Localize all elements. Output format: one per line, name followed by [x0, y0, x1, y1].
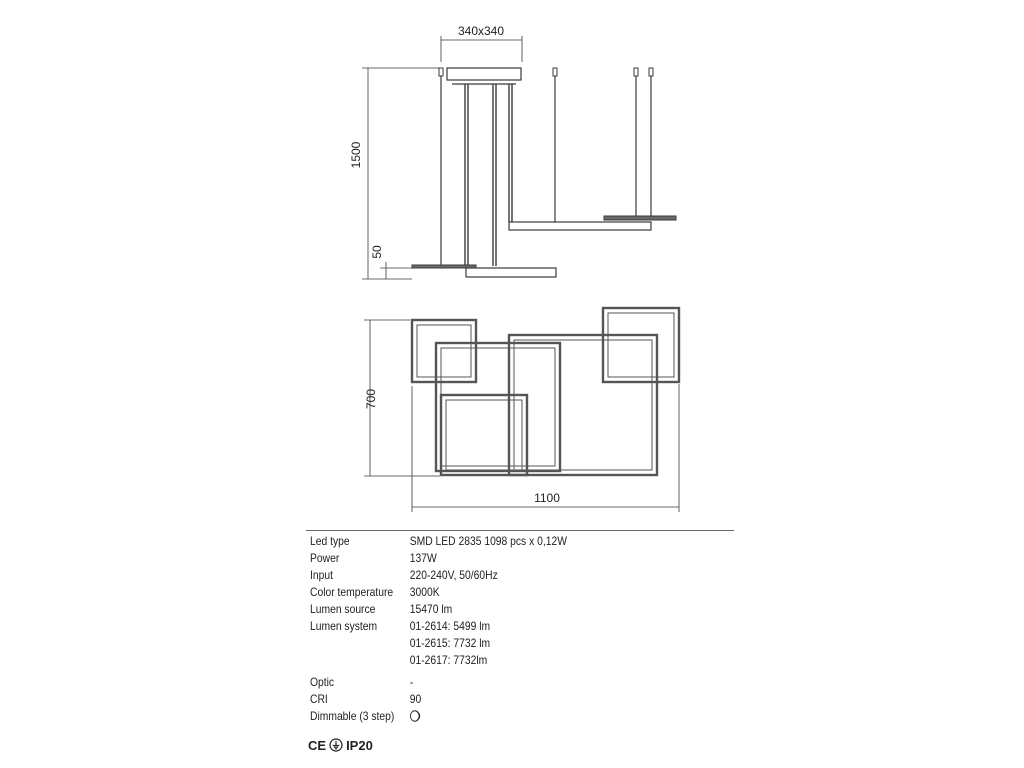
upper-frame-bar [509, 222, 651, 230]
side-elevation [362, 36, 676, 279]
spec-row-dimmable [310, 708, 671, 725]
spec-label: Lumen system [310, 619, 378, 633]
spec-row-lumen-source [310, 601, 671, 618]
spec-value: 01-2617: 7732lm [409, 653, 488, 667]
canopy-plate [447, 68, 521, 80]
suspension-wires [441, 76, 651, 266]
spec-divider [306, 530, 734, 531]
frame-large-right [509, 335, 657, 475]
vertical-frame-members [465, 84, 512, 266]
spec-label: Lumen source [310, 602, 376, 616]
canopy-dimension-label: 340x340 [457, 24, 505, 38]
frame-large-middle [436, 343, 560, 471]
spec-value: 01-2614: 5499 lm [409, 619, 491, 633]
plan-view [364, 308, 679, 512]
spec-table [310, 533, 730, 725]
canopy-dimension-line [441, 36, 522, 62]
frame-square-top-left [412, 320, 476, 382]
bar-dimension-label: 50 [370, 245, 384, 259]
bar-dimension-line [380, 262, 412, 279]
spec-label: Dimmable (3 step) [310, 709, 395, 723]
spec-value: SMD LED 2835 1098 pcs x 0,12W [409, 534, 567, 548]
spec-row-input [310, 567, 671, 584]
spec-row-led-type [310, 533, 671, 550]
spec-row-lumen-system-extra [310, 652, 671, 669]
certification-marks [308, 736, 373, 754]
spec-value: 220-240V, 50/60Hz [409, 568, 498, 582]
ce-mark: CE [308, 737, 327, 753]
spec-row-power [310, 550, 671, 567]
spec-label: Optic [310, 675, 335, 689]
spec-row-color-temperature [310, 584, 671, 601]
lower-frame-bar [466, 268, 556, 277]
spec-value: - [409, 675, 414, 689]
spec-value: 15470 lm [409, 602, 453, 616]
spec-label: CRI [310, 692, 328, 706]
ip-rating: IP20 [346, 737, 373, 753]
spec-label: Color temperature [310, 585, 394, 599]
spec-label: Input [310, 568, 333, 582]
spec-value [410, 708, 420, 725]
spec-label: Led type [310, 534, 350, 548]
upper-right-disc [604, 216, 676, 220]
spec-row-lumen-system [310, 618, 671, 635]
width-dimension-label: 1100 [534, 491, 560, 505]
spec-value: 90 [409, 692, 422, 706]
depth-dimension-label: 700 [364, 388, 378, 410]
spec-label: Power [310, 551, 340, 565]
lower-left-disc [412, 265, 476, 268]
spec-row-optic [310, 674, 671, 691]
protective-earth-icon [329, 738, 343, 752]
spec-value: 01-2615: 7732 lm [409, 636, 491, 650]
dimmable-icon [410, 710, 420, 722]
spec-value: 137W [409, 551, 437, 565]
spec-row-cri [310, 691, 671, 708]
frame-square-top-right [603, 308, 679, 382]
spec-row-lumen-system-extra [310, 635, 671, 652]
height-dimension-label: 1500 [349, 141, 363, 169]
spec-value: 3000K [409, 585, 440, 599]
